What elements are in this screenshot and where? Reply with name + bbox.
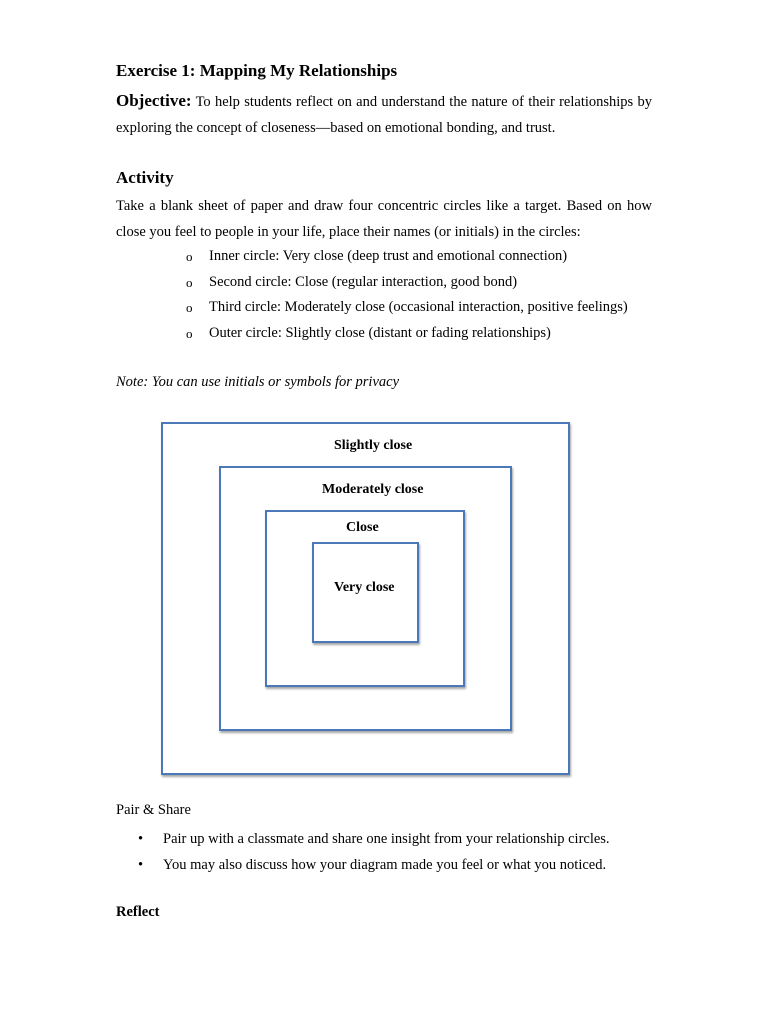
circle-list	[186, 244, 652, 346]
list-marker: o	[186, 249, 193, 264]
activity-heading: Activity	[116, 168, 174, 187]
pair-share-heading: Pair & Share	[116, 802, 191, 818]
list-marker: o	[186, 274, 193, 290]
list-item-text: Second circle: Close (regular interaction, good bond)	[209, 273, 518, 290]
list-item	[136, 852, 656, 878]
label-very-close: Very close	[334, 580, 395, 595]
list-item-text: Third circle: Moderately close (occasional interaction, positive feelings)	[209, 299, 628, 315]
list-item-text: Outer circle: Slightly close (distant or fading relationships)	[209, 324, 551, 341]
label-slightly-close: Slightly close	[334, 438, 413, 453]
reflect-heading: Reflect	[116, 904, 160, 920]
list-item-text: You may also discuss how your diagram made you feel or what you noticed.	[163, 857, 607, 873]
objective-lead: Objective:	[116, 91, 192, 110]
third-square	[219, 466, 512, 731]
privacy-note: Note: You can use initials or symbols for privacy	[116, 374, 400, 390]
label-moderately-close: Moderately close	[322, 482, 424, 497]
list-item	[186, 295, 652, 321]
activity-intro: Take a blank sheet of paper and draw four concentric circles like a target. Based on how close you feel to people in your life, place their names (or initials) in the circles:	[116, 198, 652, 240]
bullet-marker: •	[138, 831, 144, 847]
list-marker: o	[186, 325, 193, 341]
list-item	[136, 826, 656, 852]
second-square	[265, 510, 465, 687]
list-item	[186, 270, 652, 296]
objective-paragraph	[116, 88, 652, 141]
bullet-marker: •	[138, 857, 144, 873]
outer-square	[161, 422, 570, 775]
pair-share-list	[136, 826, 656, 878]
label-close: Close	[346, 520, 379, 535]
inner-square	[312, 542, 419, 643]
list-marker: o	[186, 300, 193, 315]
list-item	[186, 244, 652, 270]
objective-text: To help students reflect on and understand the nature of their relationships by exploring the concept of closeness—based on emotional bonding, and trust.	[116, 94, 652, 136]
list-item	[186, 321, 652, 347]
list-item-text: Pair up with a classmate and share one insight from your relationship circles.	[163, 831, 610, 847]
list-item-text: Inner circle: Very close (deep trust and emotional connection)	[209, 248, 568, 264]
exercise-title: Exercise 1: Mapping My Relationships	[116, 61, 398, 80]
